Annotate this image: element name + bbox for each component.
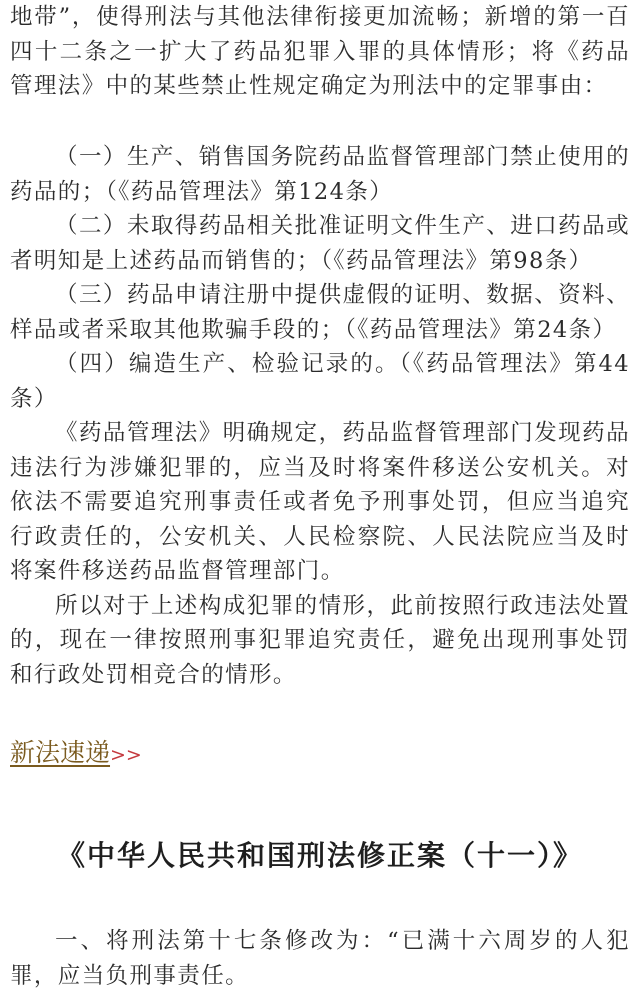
list-item: （二）未取得药品相关批准证明文件生产、进口药品或者明知是上述药品而销售的；（《药品管理法》第98条） (10, 213, 630, 274)
amendment-title: 《中华人民共和国刑法修正案（十一）》 (56, 839, 583, 872)
double-chevron-right-icon: >> (110, 744, 142, 766)
list-item: （四）编造生产、检验记录的。（《药品管理法》第44条） (10, 351, 630, 412)
conclusion-paragraph: 所以对于上述构成犯罪的情形，此前按照行政违法处置的，现在一律按照刑事犯罪追究责任，避免出现刑事处罚和行政处罚相竞合的情形。 (10, 592, 630, 688)
amendment-paragraph: 一、将刑法第十七条修改为：“已满十六周岁的人犯罪，应当负刑事责任。 (10, 928, 630, 989)
new-law-link[interactable] (10, 736, 142, 772)
new-law-link-label[interactable]: 新法速递 (10, 738, 111, 767)
intro-paragraph: 地带”，使得刑法与其他法律衔接更加流畅；新增的第一百四十二条之一扩大了药品犯罪入罪的具体情形；将《药品管理法》中的某些禁止性规定确定为刑法中的定罪事由： (10, 4, 630, 99)
law-paragraph: 《药品管理法》明确规定，药品监督管理部门发现药品违法行为涉嫌犯罪的，应当及时将案件移送公安机关。对依法不需要追究刑事责任或者免予刑事处罚，但应当追究行政责任的，公安机关、人民检察院、人民法院应当及时将案件移送药品监督管理部门。 (10, 420, 630, 584)
list-item: （三）药品申请注册中提供虚假的证明、数据、资料、样品或者采取其他欺骗手段的；（《药品管理法》第24条） (10, 282, 630, 343)
drug-crime-section (10, 140, 630, 692)
amendment-body (10, 924, 630, 993)
list-item: （一）生产、销售国务院药品监督管理部门禁止使用的药品的；（《药品管理法》第124条） (10, 144, 630, 205)
